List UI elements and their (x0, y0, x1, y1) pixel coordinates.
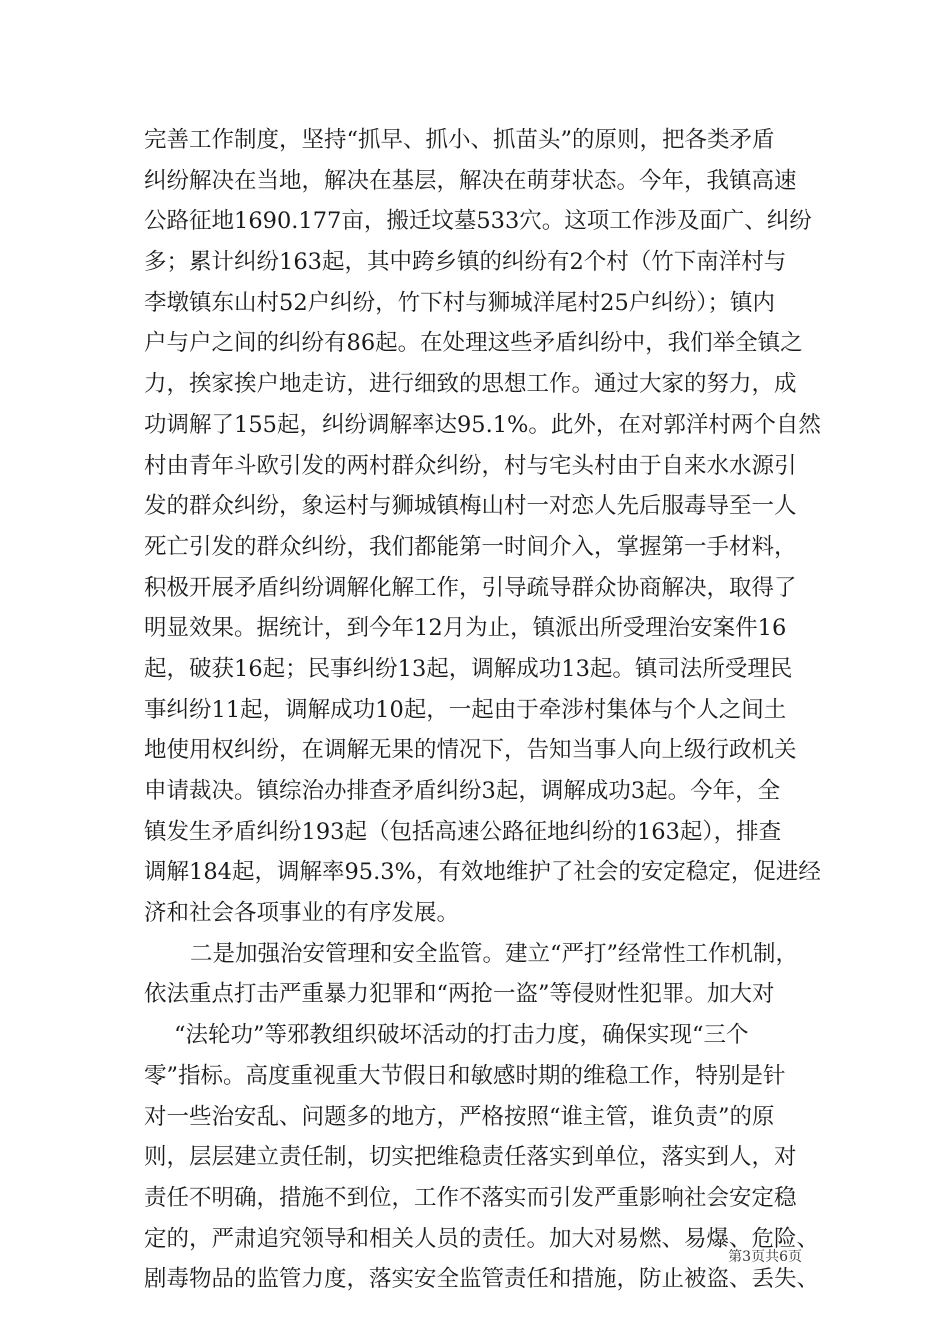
text-line: 公路征地1690.177亩，搬迁坟墓533穴。这项工作涉及面广、纠纷 (144, 208, 812, 235)
text-line: 剧毒物品的监管力度，落实安全监管责任和措施，防止被盗、丢失、 (144, 1266, 820, 1293)
text-line: 则，层层建立责任制，切实把维稳责任落实到单位，落实到人，对 (144, 1144, 797, 1171)
text-line: 镇发生矛盾纠纷193起（包括高速公路征地纠纷的163起），排查 (144, 818, 782, 845)
text-line: 力，挨家挨户地走访，进行细致的思想工作。通过大家的努力，成 (144, 371, 797, 398)
text-line: 积极开展矛盾纠纷调解化解工作，引导疏导群众协商解决，取得了 (144, 574, 797, 601)
text-line: 申请裁决。镇综治办排查矛盾纠纷3起，调解成功3起。今年，全 (144, 778, 781, 804)
text-line: 责任不明确，措施不到位，工作不落实而引发严重影响社会安定稳 (144, 1184, 797, 1211)
text-line: 对一些治安乱、问题多的地方，严格按照“谁主管，谁负责”的原 (144, 1103, 775, 1130)
text-line: 功调解了155起，纠纷调解率达95.1%。此外，在对郭洋村两个自然 (144, 411, 821, 438)
text-line: 明显效果。据统计，到今年12月为止，镇派出所受理治安案件16 (144, 615, 787, 642)
text-line: 死亡引发的群众纠纷，我们都能第一时间介入，掌握第一手材料， (144, 533, 797, 560)
text-line: 二是加强治安管理和安全监管。建立“严打”经常性工作机制， (190, 940, 799, 967)
text-line: 依法重点打击严重暴力犯罪和“两抢一盗”等侵财性犯罪。加大对 (144, 981, 775, 1008)
text-line: 起，破获16起；民事纠纷13起，调解成功13起。镇司法所受理民 (144, 655, 793, 682)
text-line: “法轮功”等邪教组织破坏活动的打击力度，确保实现“三个 (174, 1022, 749, 1049)
page-number: 第3页共6页 (728, 1249, 802, 1265)
text-line: 调解184起，调解率95.3%，有效地维护了社会的安定稳定，促进经 (144, 859, 821, 886)
text-line: 村由青年斗欧引发的两村群众纠纷，村与宅头村由于自来水水源引 (144, 452, 797, 479)
text-line: 多；累计纠纷163起，其中跨乡镇的纠纷有2个村（竹下南洋村与 (144, 249, 787, 276)
text-line: 济和社会各项事业的有序发展。 (144, 900, 460, 927)
text-line: 事纠纷11起，调解成功10起，一起由于牵涉村集体与个人之间土 (144, 696, 787, 723)
text-line: 零”指标。高度重视重大节假日和敏感时期的维稳工作，特别是针 (144, 1062, 786, 1089)
text-line: 李墩镇东山村52户纠纷，竹下村与狮城洋尾村25户纠纷）；镇内 (144, 289, 776, 316)
text-line: 纠纷解决在当地，解决在基层，解决在萌芽状态。今年，我镇高速 (144, 167, 797, 194)
text-line: 完善工作制度，坚持“抓早、抓小、抓苗头”的原则，把各类矛盾 (144, 127, 775, 153)
text-line: 定的，严肃追究领导和相关人员的责任。加大对易燃、易爆、危险、 (144, 1225, 820, 1252)
text-line: 地使用权纠纷，在调解无果的情况下，告知当事人向上级行政机关 (144, 737, 797, 764)
text-line: 发的群众纠纷，象运村与狮城镇梅山村一对恋人先后服毒导至一人 (144, 493, 797, 520)
document-body (144, 120, 821, 1300)
text-line: 户与户之间的纠纷有86起。在处理这些矛盾纠纷中，我们举全镇之 (144, 330, 803, 357)
